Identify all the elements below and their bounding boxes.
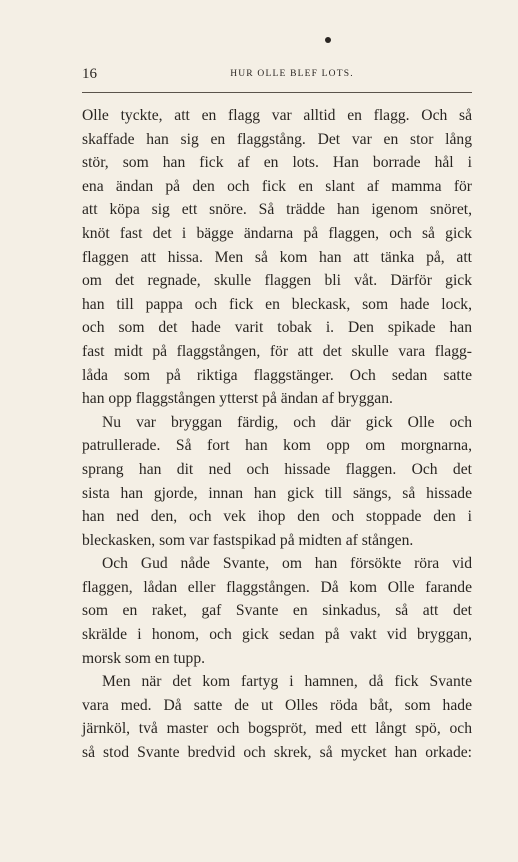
text-line: om det regnade, skulle flaggen bli våt. Därför gick <box>82 272 472 290</box>
text-line: sprang han dit ned och hissade flaggen. Och det <box>82 460 472 478</box>
text-line: Men när det kom fartyg i hamnen, då fick Svante <box>102 673 472 691</box>
running-title: HUR OLLE BLEF LOTS. <box>230 69 354 79</box>
text-line: stör, som han fick af en lots. Han borrade hål i <box>82 154 472 172</box>
text-line: ena ändan på den och fick en slant af mamma för <box>82 177 472 195</box>
text-line: flaggen att hissa. Men så kom han att tänka på, att <box>82 248 472 266</box>
text-line: han opp flaggstången ytterst på ändan af bryggan. <box>82 390 393 408</box>
text-line: låda som på riktiga flaggstänger. Och sedan satte <box>82 366 472 384</box>
text-line: skrälde i honom, och gick sedan på vakt vid bryggan, <box>82 626 472 644</box>
text-line: bleckasken, som var fastspikad på midten af stången. <box>82 531 414 549</box>
text-line: som en raket, gaf Svante en sinkadus, så att det <box>82 602 472 620</box>
text-line: han till pappa och fick en bleckask, som hade lock, <box>82 295 472 313</box>
text-line: morsk som en tupp. <box>82 649 206 667</box>
text-line: patrullerade. Så fort han kom opp om morgnarna, <box>82 437 472 455</box>
text-line: skaffade han sig en flaggstång. Det var en stor lång <box>82 130 472 148</box>
text-line: Nu var bryggan färdig, och där gick Olle och <box>102 413 472 431</box>
text-line: flaggen, lådan eller flaggstången. Då kom Olle farande <box>82 578 472 596</box>
text-line: Och Gud nåde Svante, om han försökte röra vid <box>102 555 472 573</box>
ink-speck <box>325 37 331 43</box>
text-line: han ned den, och vek ihop den och stoppade den i <box>82 508 472 526</box>
text-line: att köpa sig ett snöre. Så trädde han igenom snöret, <box>82 201 472 219</box>
text-line: och som det hade varit tobak i. Den spikade han <box>82 319 472 337</box>
text-line: järnköl, två master och bogspröt, med ett långt spö, och <box>82 720 472 738</box>
text-line: sista han gjorde, innan han gick till sängs, så hissade <box>82 484 472 502</box>
body-text <box>82 104 472 765</box>
page-header <box>82 66 472 86</box>
text-line: fast midt på flaggstången, för att det skulle vara flagg- <box>82 342 472 360</box>
text-line: så stod Svante bredvid och skrek, så mycket han orkade: <box>82 744 472 762</box>
text-line: knöt fast det i bägge ändarna på flaggen, och så gick <box>82 224 472 242</box>
header-rule <box>82 92 472 93</box>
text-line: vara med. Då satte de ut Olles röda båt, som hade <box>82 696 472 714</box>
text-line: Olle tyckte, att en flagg var alltid en flagg. Och så <box>82 107 472 124</box>
page-number: 16 <box>82 66 97 82</box>
